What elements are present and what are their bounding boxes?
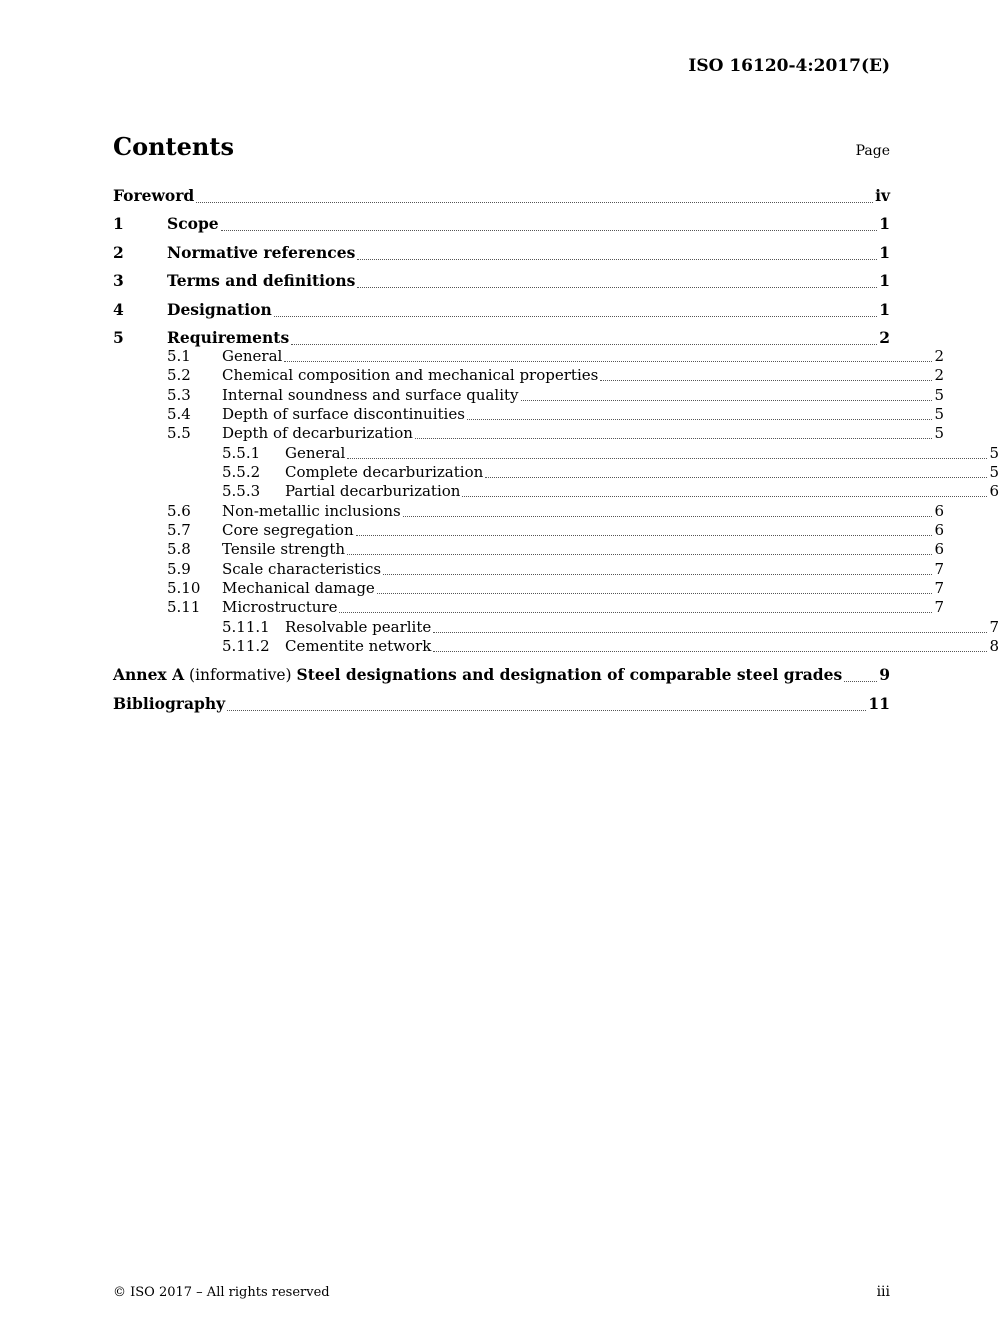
dot-leader bbox=[274, 315, 877, 317]
dot-leader bbox=[403, 515, 933, 517]
toc-entry-number: 5.6 bbox=[167, 502, 191, 520]
toc-entry-label: Resolvable pearlite bbox=[285, 618, 432, 636]
toc-entry-number: 5 bbox=[113, 328, 124, 347]
dot-leader bbox=[347, 553, 932, 555]
dot-leader bbox=[339, 611, 932, 613]
toc-entry-page: 7 bbox=[934, 560, 944, 578]
toc-entry-number: 2 bbox=[113, 243, 124, 262]
dot-leader bbox=[433, 631, 987, 633]
toc-entry[interactable] bbox=[113, 424, 944, 444]
toc-entry[interactable] bbox=[113, 637, 999, 657]
dot-leader bbox=[521, 399, 933, 401]
toc-entry-label: Requirements bbox=[167, 328, 290, 347]
toc-entry-label: Scope bbox=[167, 214, 219, 233]
toc-entry-label: Partial decarburization bbox=[285, 482, 461, 500]
toc-entry-page: 11 bbox=[868, 694, 890, 713]
annex-label: Annex A bbox=[113, 665, 185, 684]
toc-entry[interactable] bbox=[113, 579, 944, 599]
dot-leader bbox=[347, 457, 987, 459]
toc-entry-label: Designation bbox=[167, 300, 272, 319]
toc-entry-page: 5 bbox=[934, 405, 944, 423]
dot-leader bbox=[227, 709, 866, 711]
toc-entry-page: 6 bbox=[934, 540, 944, 558]
toc-entry-number: 5.11.1 bbox=[222, 618, 270, 636]
toc-entry[interactable] bbox=[113, 694, 890, 716]
toc-entry-label: Non-metallic inclusions bbox=[222, 502, 401, 520]
annex-title: Steel designations and designation of comparable steel grades bbox=[296, 665, 843, 684]
toc-entry-page: 7 bbox=[934, 598, 944, 616]
dot-leader bbox=[291, 343, 877, 345]
toc-entry-label: Complete decarburization bbox=[285, 463, 484, 481]
toc-entry-page: 6 bbox=[934, 502, 944, 520]
toc-entry-page: 2 bbox=[879, 328, 890, 347]
toc-entry-page: 5 bbox=[989, 463, 999, 481]
toc-entry[interactable] bbox=[113, 618, 999, 638]
toc-entry[interactable] bbox=[113, 271, 890, 293]
toc-entry-number: 5.9 bbox=[167, 560, 191, 578]
toc-entry[interactable] bbox=[113, 463, 999, 483]
toc-entry-label: Cementite network bbox=[285, 637, 432, 655]
toc-entry-number: 5.5.2 bbox=[222, 463, 261, 481]
dot-leader bbox=[356, 534, 933, 536]
toc-entry-number: 5.4 bbox=[167, 405, 191, 423]
dot-leader bbox=[357, 258, 877, 260]
annex-note: (informative) bbox=[184, 666, 297, 684]
toc-entry[interactable] bbox=[113, 560, 944, 580]
toc-entry[interactable] bbox=[113, 444, 999, 464]
toc-entry-label: Microstructure bbox=[222, 598, 338, 616]
toc-entry[interactable] bbox=[113, 347, 944, 367]
dot-leader bbox=[844, 680, 877, 682]
toc-entry-label bbox=[113, 665, 842, 684]
toc-entry-label: Core segregation bbox=[222, 521, 354, 539]
toc-entry-page: 9 bbox=[879, 665, 890, 684]
dot-leader bbox=[433, 650, 987, 652]
toc-entry-page: 7 bbox=[934, 579, 944, 597]
toc-entry-number: 5.5.1 bbox=[222, 444, 261, 462]
dot-leader bbox=[196, 201, 873, 203]
toc-entry-page: 2 bbox=[934, 366, 944, 384]
dot-leader bbox=[415, 437, 933, 439]
toc-entry-label: Bibliography bbox=[113, 694, 226, 713]
toc-entry-page: 1 bbox=[879, 214, 890, 233]
toc-entry-label: Foreword bbox=[113, 186, 195, 205]
toc-entry[interactable] bbox=[113, 405, 944, 425]
document-id: ISO 16120-4:2017(E) bbox=[688, 56, 890, 76]
toc-entry[interactable] bbox=[113, 521, 944, 541]
toc-entry[interactable] bbox=[113, 502, 944, 522]
dot-leader bbox=[485, 476, 987, 478]
toc-entry-label: Internal soundness and surface quality bbox=[222, 386, 519, 404]
toc-entry-label: Depth of surface discontinuities bbox=[222, 405, 465, 423]
toc-entry-page: 1 bbox=[879, 271, 890, 290]
toc-entry-page: 2 bbox=[934, 347, 944, 365]
dot-leader bbox=[383, 573, 932, 575]
toc-entry[interactable] bbox=[113, 243, 890, 265]
toc-entry-label: Depth of decarburization bbox=[222, 424, 413, 442]
toc-entry-page: 7 bbox=[989, 618, 999, 636]
toc-entry-page: 8 bbox=[989, 637, 999, 655]
toc-entry[interactable] bbox=[113, 482, 999, 502]
toc-entry-label: Normative references bbox=[167, 243, 356, 262]
page-number: iii bbox=[876, 1284, 890, 1300]
toc-entry-number: 5.11.2 bbox=[222, 637, 270, 655]
toc-entry-page: 1 bbox=[879, 243, 890, 262]
toc-entry-number: 1 bbox=[113, 214, 124, 233]
toc-entry-number: 5.5.3 bbox=[222, 482, 261, 500]
toc-entry-page: 5 bbox=[934, 424, 944, 442]
toc-entry-label: Chemical composition and mechanical properties bbox=[222, 366, 599, 384]
toc-entry-number: 5.3 bbox=[167, 386, 191, 404]
toc-entry-page: 6 bbox=[934, 521, 944, 539]
dot-leader bbox=[284, 360, 932, 362]
toc-entry-number: 5.8 bbox=[167, 540, 191, 558]
toc-entry[interactable] bbox=[113, 366, 944, 386]
toc-entry-label: Terms and definitions bbox=[167, 271, 356, 290]
toc-entry-label: General bbox=[222, 347, 283, 365]
toc-entry-page: iv bbox=[875, 186, 890, 205]
dot-leader bbox=[357, 286, 877, 288]
toc-entry-label: Mechanical damage bbox=[222, 579, 375, 597]
page-column-label: Page bbox=[855, 143, 890, 159]
dot-leader bbox=[467, 418, 933, 420]
toc-entry-number: 5.7 bbox=[167, 521, 191, 539]
dot-leader bbox=[377, 592, 933, 594]
toc-entry-page: 1 bbox=[879, 300, 890, 319]
toc-entry-label: General bbox=[285, 444, 346, 462]
toc-entry-number: 4 bbox=[113, 300, 124, 319]
dot-leader bbox=[221, 229, 878, 231]
toc-entry[interactable] bbox=[113, 386, 944, 406]
toc-entry-number: 5.1 bbox=[167, 347, 191, 365]
toc-entry-number: 5.10 bbox=[167, 579, 201, 597]
toc-entry[interactable] bbox=[113, 214, 890, 236]
toc-entry[interactable] bbox=[113, 540, 944, 560]
toc-entry-page: 5 bbox=[934, 386, 944, 404]
toc-entry[interactable] bbox=[113, 598, 944, 618]
copyright-notice: © ISO 2017 – All rights reserved bbox=[113, 1285, 330, 1300]
toc-entry-number: 5.2 bbox=[167, 366, 191, 384]
toc-entry-number: 5.5 bbox=[167, 424, 191, 442]
toc-entry-number: 3 bbox=[113, 271, 124, 290]
dot-leader bbox=[462, 495, 987, 497]
toc-entry-number: 5.11 bbox=[167, 598, 201, 616]
dot-leader bbox=[600, 379, 932, 381]
toc-entry[interactable] bbox=[113, 665, 890, 687]
toc-entry[interactable] bbox=[113, 300, 890, 322]
toc-entry-page: 6 bbox=[989, 482, 999, 500]
toc-entry-page: 5 bbox=[989, 444, 999, 462]
toc-entry[interactable] bbox=[113, 186, 890, 208]
toc-entry-label: Scale characteristics bbox=[222, 560, 382, 578]
page-title: Contents bbox=[113, 132, 234, 161]
toc-entry-label: Tensile strength bbox=[222, 540, 346, 558]
